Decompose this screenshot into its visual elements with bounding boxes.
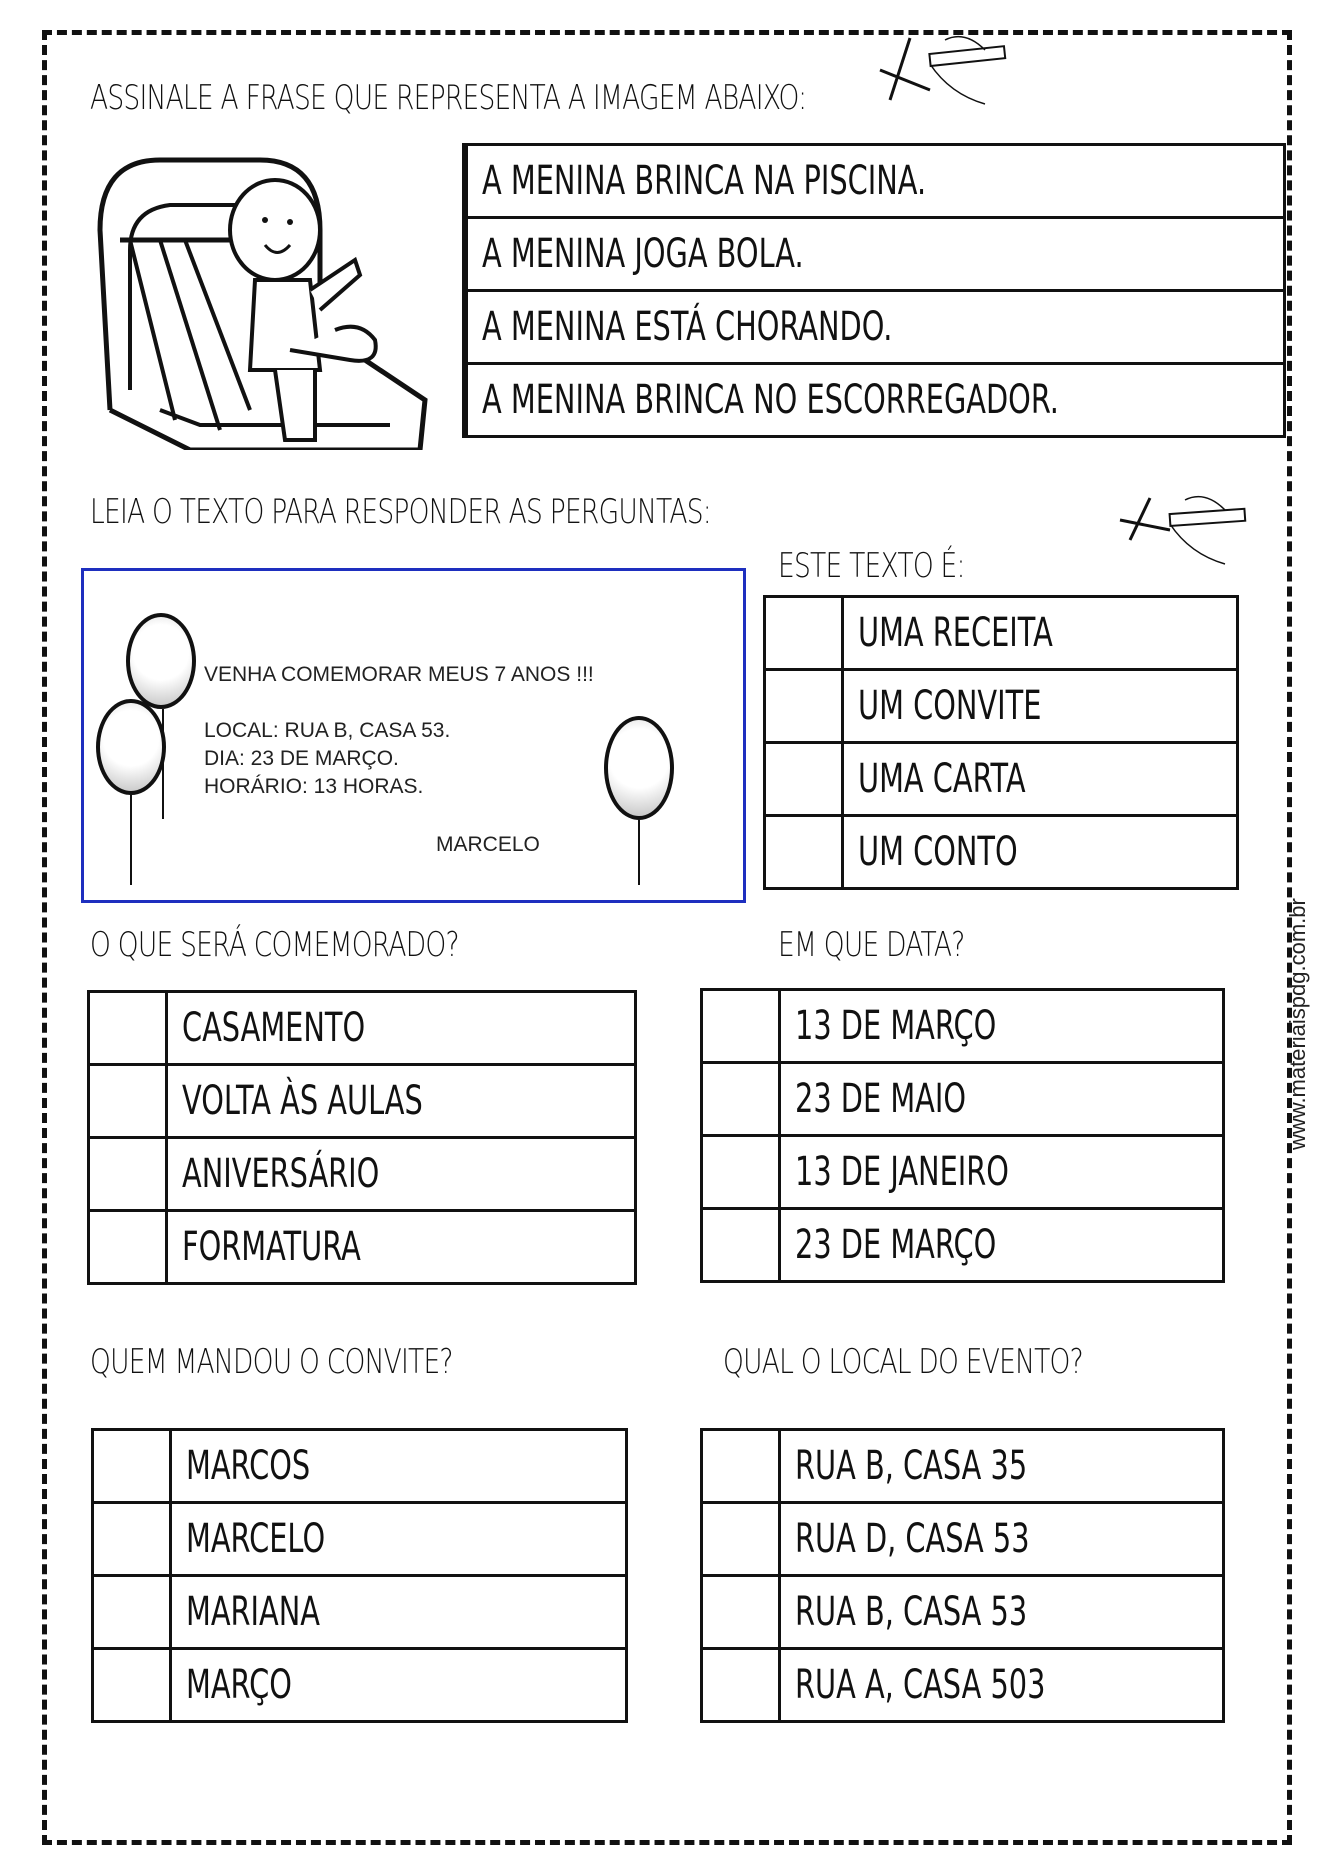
- answer-checkbox[interactable]: [89, 992, 167, 1065]
- option-label: A MENINA BRINCA NO ESCORREGADOR.: [482, 377, 1059, 423]
- option-label: MARIANA: [186, 1589, 321, 1635]
- option-label: CASAMENTO: [182, 1005, 366, 1051]
- option-label: A MENINA JOGA BOLA.: [482, 231, 804, 277]
- option-row: [765, 670, 1238, 743]
- question-options-table: [700, 988, 1225, 1283]
- option-label: 23 DE MARÇO: [795, 1222, 997, 1268]
- option-label: RUA D, CASA 53: [795, 1516, 1030, 1562]
- option-row: [93, 1503, 627, 1576]
- option-label: 23 DE MAIO: [795, 1076, 967, 1122]
- option-row: [93, 1430, 627, 1503]
- answer-checkbox[interactable]: [89, 1211, 167, 1284]
- option-label: MARCOS: [186, 1443, 311, 1489]
- answer-checkbox[interactable]: [702, 1503, 780, 1576]
- answer-checkbox[interactable]: [93, 1430, 171, 1503]
- option-label: RUA A, CASA 503: [795, 1662, 1046, 1708]
- option-row: [765, 597, 1238, 670]
- invite-title: VENHA COMEMORAR MEUS 7 ANOS !!!: [204, 663, 594, 686]
- invite-signature: MARCELO: [436, 833, 540, 856]
- answer-checkbox[interactable]: [702, 1576, 780, 1649]
- answer-checkbox[interactable]: [702, 990, 780, 1063]
- answer-checkbox[interactable]: [89, 1138, 167, 1211]
- answer-checkbox[interactable]: [765, 743, 843, 816]
- question-options-table: [87, 990, 637, 1285]
- balloon-string: [130, 795, 132, 885]
- question-heading: QUAL O LOCAL DO EVENTO?: [723, 1342, 1083, 1382]
- balloon-icon: [126, 613, 196, 709]
- option-row: [702, 1576, 1224, 1649]
- option-label: UM CONTO: [858, 829, 1018, 875]
- option-row: [464, 145, 1285, 218]
- invite-time: HORÁRIO: 13 HORAS.: [204, 775, 424, 798]
- option-row: [702, 1430, 1224, 1503]
- option-label: FORMATURA: [182, 1224, 361, 1270]
- answer-checkbox[interactable]: [93, 1649, 171, 1722]
- option-row: [702, 990, 1224, 1063]
- option-row: [702, 1136, 1224, 1209]
- option-label: 13 DE JANEIRO: [795, 1149, 1009, 1195]
- answer-checkbox[interactable]: [93, 1576, 171, 1649]
- option-row: [89, 1065, 636, 1138]
- answer-checkbox[interactable]: [702, 1136, 780, 1209]
- option-label: UM CONVITE: [858, 683, 1042, 729]
- balloon-string: [638, 820, 640, 885]
- question-heading: EM QUE DATA?: [778, 925, 965, 965]
- invite-date: DIA: 23 DE MARÇO.: [204, 747, 399, 770]
- option-label: RUA B, CASA 53: [795, 1589, 1028, 1635]
- option-label: ANIVERSÁRIO: [182, 1151, 380, 1197]
- option-label: VOLTA ÀS AULAS: [182, 1078, 423, 1124]
- option-label: MARÇO: [186, 1662, 292, 1708]
- option-row: [89, 1138, 636, 1211]
- answer-checkbox[interactable]: [702, 1209, 780, 1282]
- option-row: [464, 291, 1285, 364]
- option-row: [89, 1211, 636, 1284]
- pencil-check-icon: [1110, 490, 1250, 565]
- option-row: [93, 1649, 627, 1722]
- option-row: [702, 1063, 1224, 1136]
- invitation-card: [81, 568, 746, 903]
- option-label: RUA B, CASA 35: [795, 1443, 1028, 1489]
- question-heading: O QUE SERÁ COMEMORADO?: [90, 925, 459, 965]
- section1-heading: ASSINALE A FRASE QUE REPRESENTA A IMAGEM ABAIXO:: [90, 78, 807, 118]
- option-row: [765, 743, 1238, 816]
- option-label: UMA CARTA: [858, 756, 1026, 802]
- option-row: [702, 1503, 1224, 1576]
- option-label: A MENINA ESTÁ CHORANDO.: [482, 304, 893, 350]
- answer-checkbox[interactable]: [765, 670, 843, 743]
- option-row: [765, 816, 1238, 889]
- section1-options-table: [462, 143, 1286, 438]
- pencil-check-icon: [870, 30, 1010, 105]
- option-row: [464, 218, 1285, 291]
- girl-on-slide-illustration: [90, 150, 435, 450]
- option-row: [702, 1209, 1224, 1282]
- answer-checkbox[interactable]: [702, 1063, 780, 1136]
- answer-checkbox[interactable]: [765, 597, 843, 670]
- answer-checkbox[interactable]: [93, 1503, 171, 1576]
- option-label: UMA RECEITA: [858, 610, 1053, 656]
- option-row: [93, 1576, 627, 1649]
- answer-checkbox[interactable]: [702, 1430, 780, 1503]
- option-row: [702, 1649, 1224, 1722]
- option-label: 13 DE MARÇO: [795, 1003, 997, 1049]
- balloon-icon: [96, 699, 166, 795]
- section2-heading: LEIA O TEXTO PARA RESPONDER AS PERGUNTAS:: [90, 492, 711, 532]
- question-options-table: [91, 1428, 628, 1723]
- invite-local: LOCAL: RUA B, CASA 53.: [204, 719, 451, 742]
- answer-checkbox[interactable]: [89, 1065, 167, 1138]
- option-label: A MENINA BRINCA NA PISCINA.: [482, 158, 927, 204]
- question-heading: QUEM MANDOU O CONVITE?: [90, 1342, 453, 1382]
- option-row: [464, 364, 1285, 437]
- option-row: [89, 992, 636, 1065]
- question-options-table: [700, 1428, 1225, 1723]
- balloon-icon: [604, 716, 674, 820]
- answer-checkbox[interactable]: [702, 1649, 780, 1722]
- option-label: MARCELO: [186, 1516, 326, 1562]
- text-type-options-table: [763, 595, 1239, 890]
- answer-checkbox[interactable]: [765, 816, 843, 889]
- text-type-question: ESTE TEXTO É:: [778, 546, 965, 586]
- watermark-url: www.materiaispdg.com.br: [1285, 898, 1310, 1150]
